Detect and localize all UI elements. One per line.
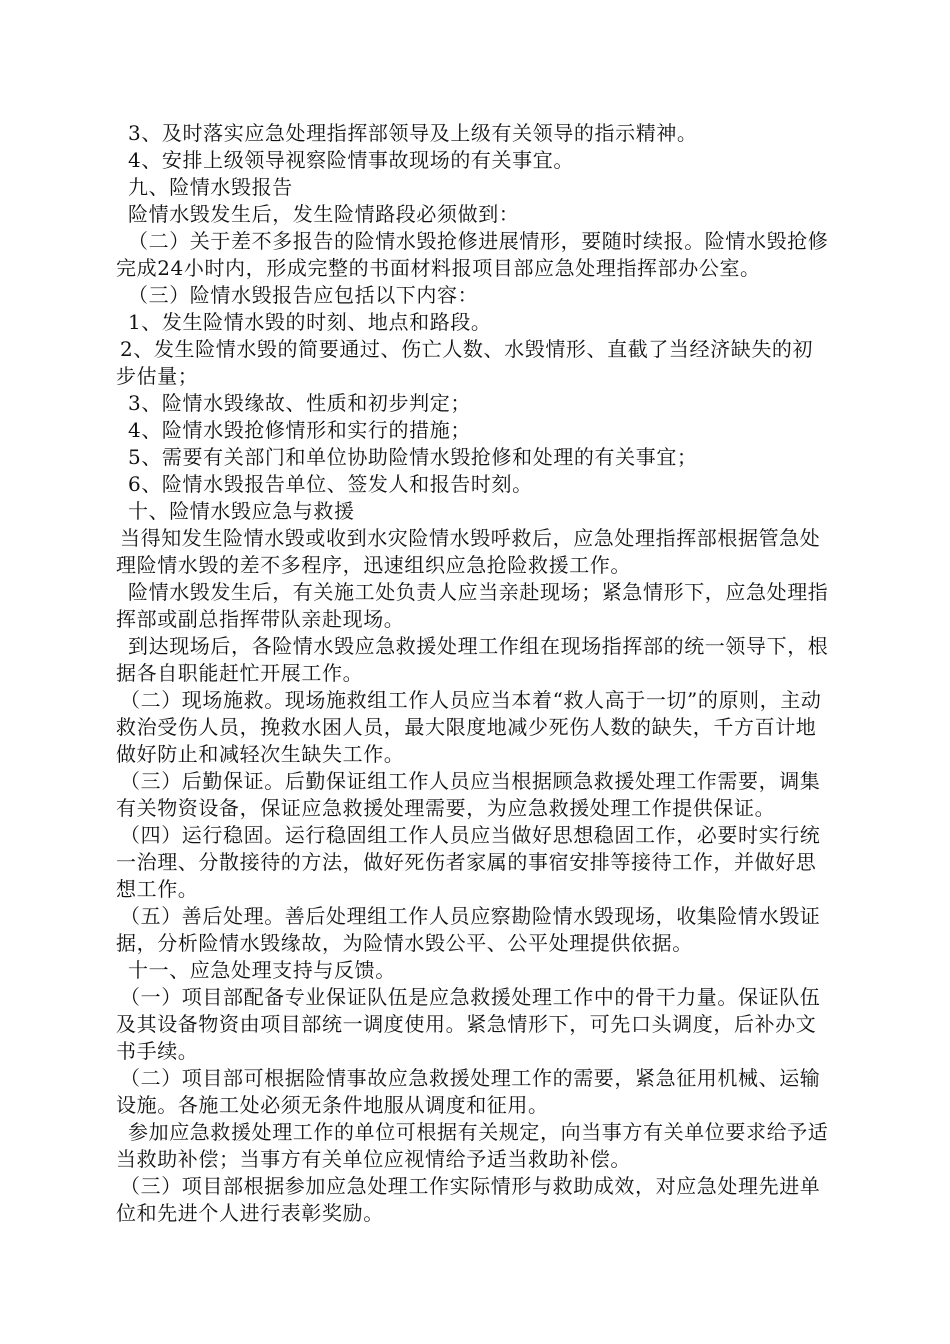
paragraph: 2、发生险情水毁的简要通过、伤亡人数、水毁情形、直截了当经济缺失的初步估量； [116, 337, 814, 388]
paragraph: 参加应急救援处理工作的单位可根据有关规定，向当事方有关单位要求给予适当救助补偿；当事方有关单位应视情给予适当救助补偿。 [116, 1120, 829, 1171]
paragraph: 1、发生险情水毁的时刻、地点和路段。 [128, 310, 492, 334]
paragraph: （四）运行稳固。运行稳固组工作人员应当做好思想稳固工作，必要时实行统一治理、分散接待的方法，做好死伤者家属的事宿安排等接待工作，并做好思想工作。 [116, 823, 821, 901]
paragraph: 3、及时落实应急处理指挥部领导及上级有关领导的指示精神。 [128, 121, 698, 145]
paragraph: 3、险情水毁缘故、性质和初步判定； [128, 391, 471, 415]
paragraph: 4、险情水毁抢修情形和实行的措施； [128, 418, 471, 442]
paragraph: 6、险情水毁报告单位、签发人和报告时刻。 [128, 472, 533, 496]
paragraph: （三）后勤保证。后勤保证组工作人员应当根据顾急救援处理工作需要，调集有关物资设备，保证应急救援处理需要，为应急救援处理工作提供保证。 [116, 769, 821, 820]
paragraph: （五）善后处理。善后处理组工作人员应察勘险情水毁现场，收集险情水毁证据，分析险情水毁缘故，为险情水毁公平、公平处理提供依据。 [116, 904, 821, 955]
paragraph: （一）项目部配备专业保证队伍是应急救援处理工作中的骨干力量。保证队伍及其设备物资由项目部统一调度使用。紧急情形下，可先口头调度，后补办文书手续。 [116, 985, 821, 1063]
paragraph: 到达现场后，各险情水毁应急救援处理工作组在现场指挥部的统一领导下，根据各自职能赶忙开展工作。 [116, 634, 829, 685]
paragraph: 4、安排上级领导视察险情事故现场的有关事宜。 [128, 148, 574, 172]
document-body [116, 120, 832, 1227]
section-heading: 十、险情水毁应急与救援 [128, 499, 355, 523]
paragraph: 险情水毁发生后，发生险情路段必须做到： [128, 202, 520, 226]
paragraph: （二）关于差不多报告的险情水毁抢修进展情形，要随时续报。险情水毁抢修完成24小时内，形成完整的书面材料报项目部应急处理指挥部办公室。 [116, 229, 829, 280]
paragraph: 当得知发生险情水毁或收到水灾险情水毁呼救后，应急处理指挥部根据管急处理险情水毁的差不多程序，迅速组织应急抢险救援工作。 [116, 526, 821, 577]
section-heading: 九、险情水毁报告 [128, 175, 293, 199]
paragraph: （二）项目部可根据险情事故应急救援处理工作的需要，紧急征用机械、运输设施。各施工处必须无条件地服从调度和征用。 [116, 1066, 821, 1117]
section-heading: 十一、应急处理支持与反馈。 [128, 958, 396, 982]
paragraph: 5、需要有关部门和单位协助险情水毁抢修和处理的有关事宜； [128, 445, 698, 469]
paragraph: （三）险情水毁报告应包括以下内容： [128, 283, 479, 307]
paragraph: （二）现场施救。现场施救组工作人员应当本着“救人高于一切”的原则，主动救治受伤人员，挽救水困人员，最大限度地减少死伤人数的缺失，千方百计地做好防止和减轻次生缺失工作。 [116, 688, 822, 766]
paragraph: （三）项目部根据参加应急处理工作实际情形与救助成效，对应急处理先进单位和先进个人进行表彰奖励。 [116, 1174, 821, 1225]
paragraph: 险情水毁发生后，有关施工处负责人应当亲赴现场；紧急情形下，应急处理指挥部或副总指挥带队亲赴现场。 [116, 580, 829, 631]
